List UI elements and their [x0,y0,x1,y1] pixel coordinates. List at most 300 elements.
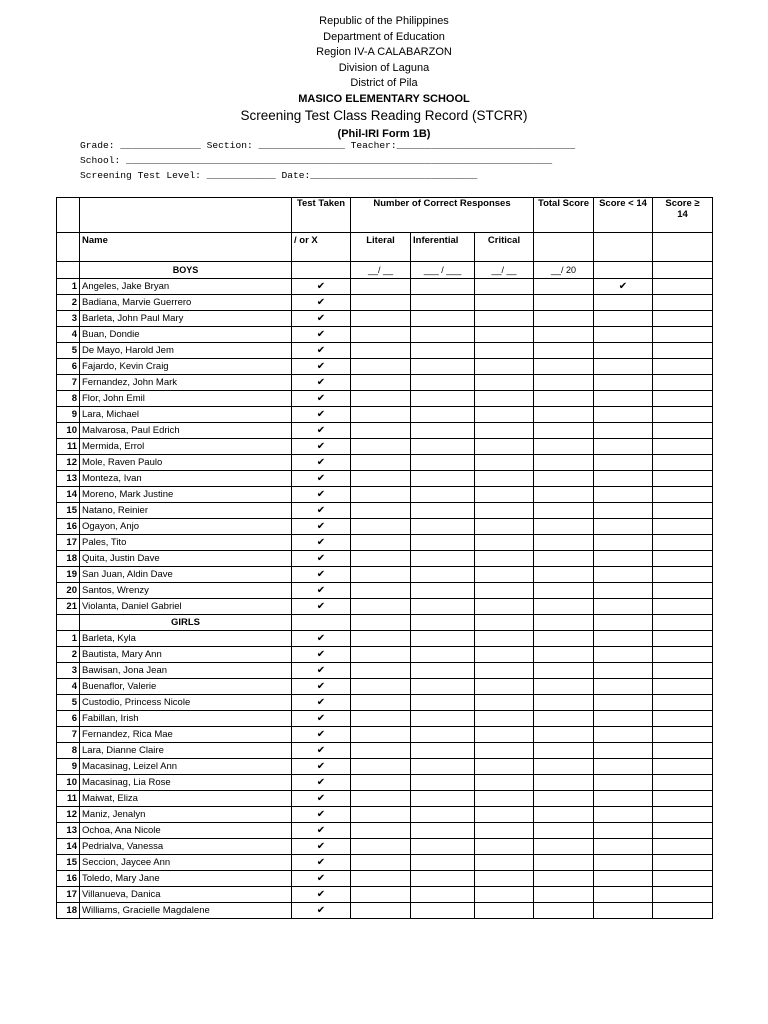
table-row [57,599,713,615]
reading-record-table [56,197,713,919]
row-number: 8 [57,391,80,407]
table-row [57,663,713,679]
girls-blank-cell [475,615,534,631]
total-score-cell [534,855,594,871]
inferential-cell [411,423,475,439]
inferential-cell [411,519,475,535]
table-row [57,327,713,343]
score-below-14-cell [594,807,653,823]
score-at-least-14-cell [653,727,713,743]
inferential-cell [411,903,475,919]
literal-cell [351,855,411,871]
inferential-cell [411,535,475,551]
table-row [57,375,713,391]
student-name: Macasinag, Leizel Ann [80,759,292,775]
table-header-row-1 [57,198,713,233]
table-row [57,487,713,503]
student-name: De Mayo, Harold Jem [80,343,292,359]
literal-cell [351,311,411,327]
test-taken-check: ✔ [292,439,351,455]
row-number: 7 [57,375,80,391]
test-taken-check: ✔ [292,599,351,615]
score-at-least-14-cell [653,839,713,855]
score-below-14-cell [594,855,653,871]
score-below-14-cell [594,503,653,519]
critical-cell [475,743,534,759]
header-score-at-least-14-a: Score [665,198,695,209]
test-taken-check: ✔ [292,455,351,471]
girls-label: GIRLS [80,615,292,631]
header-total-score-text: Total Score [537,198,590,209]
critical-cell [475,359,534,375]
literal-blank: __/ __ [351,262,411,279]
header2-blank-num [57,233,80,262]
total-score-cell [534,839,594,855]
row-number: 12 [57,807,80,823]
literal-cell [351,839,411,855]
literal-cell [351,359,411,375]
total-score-cell [534,743,594,759]
critical-cell [475,487,534,503]
inferential-cell [411,407,475,423]
critical-cell [475,791,534,807]
literal-cell [351,743,411,759]
inferential-cell [411,743,475,759]
score-below-14-cell [594,455,653,471]
student-name: Mole, Raven Paulo [80,455,292,471]
critical-cell [475,311,534,327]
test-taken-check: ✔ [292,855,351,871]
student-name: Angeles, Jake Bryan [80,279,292,295]
student-name: Badiana, Marvie Guerrero [80,295,292,311]
row-number: 12 [57,455,80,471]
total-score-cell [534,487,594,503]
critical-cell [475,855,534,871]
inferential-cell [411,359,475,375]
score-below-14-cell [594,711,653,727]
total-score-cell [534,567,594,583]
test-taken-check: ✔ [292,311,351,327]
inferential-cell [411,295,475,311]
student-name: Bawisan, Jona Jean [80,663,292,679]
row-number: 5 [57,343,80,359]
student-name: Pedrialva, Vanessa [80,839,292,855]
table-row [57,695,713,711]
score-below-14-cell: ✔ [594,279,653,295]
table-row [57,503,713,519]
boys-blank-ge [653,262,713,279]
total-score-cell [534,887,594,903]
table-row [57,407,713,423]
literal-cell [351,407,411,423]
literal-cell [351,535,411,551]
total-score-cell [534,311,594,327]
header-republic: Republic of the Philippines [319,15,449,27]
test-taken-check: ✔ [292,775,351,791]
score-at-least-14-cell [653,375,713,391]
inferential-blank: ___ / ___ [411,262,475,279]
test-taken-check: ✔ [292,679,351,695]
student-name: Custodio, Princess Nicole [80,695,292,711]
header-critical: Critical [475,233,534,262]
girls-blank-cell [292,615,351,631]
row-number: 6 [57,359,80,375]
total-score-cell [534,455,594,471]
score-below-14-cell [594,631,653,647]
table-row [57,823,713,839]
total-score-cell [534,599,594,615]
test-taken-check: ✔ [292,727,351,743]
inferential-cell [411,791,475,807]
row-number: 4 [57,679,80,695]
inferential-cell [411,855,475,871]
student-name: Natano, Reinier [80,503,292,519]
total-score-cell [534,775,594,791]
row-number: 20 [57,583,80,599]
test-taken-check: ✔ [292,295,351,311]
inferential-cell [411,439,475,455]
score-at-least-14-cell [653,439,713,455]
student-name: Ochoa, Ana Nicole [80,823,292,839]
literal-cell [351,423,411,439]
row-number: 8 [57,743,80,759]
row-number: 3 [57,663,80,679]
row-number: 6 [57,711,80,727]
test-taken-check: ✔ [292,359,351,375]
table-row [57,631,713,647]
row-number: 14 [57,839,80,855]
total-score-cell [534,679,594,695]
student-name: Mermida, Errol [80,439,292,455]
header-total-score [534,198,594,233]
score-below-14-cell [594,439,653,455]
row-number: 9 [57,407,80,423]
score-at-least-14-cell [653,583,713,599]
row-number: 17 [57,535,80,551]
score-below-14-cell [594,471,653,487]
inferential-cell [411,599,475,615]
header-division: Division of Laguna [338,61,430,74]
score-at-least-14-cell [653,391,713,407]
boys-blank-lt [594,262,653,279]
test-taken-check: ✔ [292,327,351,343]
total-score-cell [534,359,594,375]
row-number: 10 [57,775,80,791]
student-name: Buenaflor, Valerie [80,679,292,695]
score-below-14-cell [594,327,653,343]
literal-cell [351,471,411,487]
critical-cell [475,343,534,359]
table-row [57,279,713,295]
student-name: Fajardo, Kevin Craig [80,359,292,375]
row-number: 2 [57,295,80,311]
inferential-cell [411,807,475,823]
critical-cell [475,887,534,903]
grade-section-teacher-line: Grade: ______________ Section: _______________ Teacher:_______________________________ [80,140,576,151]
table-row [57,295,713,311]
header-test-taken: Test Taken [292,198,351,233]
literal-cell [351,343,411,359]
test-taken-check: ✔ [292,551,351,567]
boys-section-row [57,262,713,279]
score-at-least-14-cell [653,359,713,375]
critical-cell [475,583,534,599]
literal-cell [351,695,411,711]
school-line: School: __________________________________________________________________________ [80,155,553,166]
test-taken-check: ✔ [292,743,351,759]
row-number: 16 [57,519,80,535]
literal-cell [351,807,411,823]
score-at-least-14-cell [653,775,713,791]
score-below-14-cell [594,599,653,615]
table-row [57,583,713,599]
total-score-cell [534,727,594,743]
literal-cell [351,567,411,583]
score-below-14-cell [594,903,653,919]
total-score-cell [534,551,594,567]
header-score-at-least-14 [653,198,713,233]
test-taken-check: ✔ [292,503,351,519]
header-department: Department of Education [323,30,445,43]
test-taken-check: ✔ [292,903,351,919]
table-row [57,567,713,583]
table-row [57,903,713,919]
table-row [57,839,713,855]
inferential-cell [411,583,475,599]
document-header [0,14,768,142]
test-taken-check: ✔ [292,471,351,487]
table-row [57,679,713,695]
row-number: 13 [57,823,80,839]
test-taken-check: ✔ [292,871,351,887]
total-score-cell [534,759,594,775]
test-taken-check: ✔ [292,423,351,439]
critical-cell [475,775,534,791]
score-below-14-cell [594,295,653,311]
total-score-cell [534,503,594,519]
row-number: 3 [57,311,80,327]
literal-cell [351,583,411,599]
student-name: Barleta, Kyla [80,631,292,647]
inferential-cell [411,695,475,711]
header-blank-num [57,198,80,233]
total-score-cell [534,711,594,727]
inferential-cell [411,679,475,695]
total-score-cell [534,439,594,455]
row-number: 21 [57,599,80,615]
score-at-least-14-cell [653,535,713,551]
inferential-cell [411,551,475,567]
score-below-14-cell [594,663,653,679]
header-blank-name [80,198,292,233]
score-below-14-cell [594,791,653,807]
score-at-least-14-cell [653,679,713,695]
table-row [57,455,713,471]
total-score-cell [534,871,594,887]
score-below-14-cell [594,871,653,887]
critical-cell [475,327,534,343]
row-number: 11 [57,439,80,455]
inferential-cell [411,727,475,743]
score-below-14-cell [594,375,653,391]
student-name: Monteza, Ivan [80,471,292,487]
inferential-cell [411,775,475,791]
score-below-14-cell [594,679,653,695]
form-code: (Phil-IRI Form 1B) [337,127,431,140]
score-at-least-14-cell [653,519,713,535]
score-at-least-14-cell [653,631,713,647]
score-below-14-cell [594,839,653,855]
score-below-14-cell [594,775,653,791]
score-at-least-14-cell [653,343,713,359]
score-at-least-14-cell [653,903,713,919]
inferential-cell [411,711,475,727]
row-number: 14 [57,487,80,503]
header-score-at-least-14-c: 14 [677,209,688,220]
test-taken-check: ✔ [292,407,351,423]
literal-cell [351,487,411,503]
literal-cell [351,663,411,679]
row-number: 17 [57,887,80,903]
score-at-least-14-cell [653,327,713,343]
literal-cell [351,727,411,743]
score-below-14-cell [594,759,653,775]
score-below-14-cell [594,887,653,903]
total-score-cell [534,327,594,343]
total-score-cell [534,695,594,711]
literal-cell [351,711,411,727]
literal-cell [351,647,411,663]
critical-cell [475,471,534,487]
critical-cell [475,823,534,839]
literal-cell [351,679,411,695]
score-at-least-14-cell [653,599,713,615]
test-taken-check: ✔ [292,823,351,839]
total-score-cell [534,791,594,807]
inferential-cell [411,871,475,887]
student-name: San Juan, Aldin Dave [80,567,292,583]
inferential-cell [411,823,475,839]
total-score-cell [534,807,594,823]
header-literal: Literal [351,233,411,262]
test-taken-check: ✔ [292,839,351,855]
student-name: Fernandez, Rica Mae [80,727,292,743]
student-name: Pales, Tito [80,535,292,551]
test-taken-check: ✔ [292,375,351,391]
score-below-14-cell [594,343,653,359]
row-number: 2 [57,647,80,663]
table-row [57,727,713,743]
row-number: 5 [57,695,80,711]
literal-cell [351,455,411,471]
table-row [57,343,713,359]
critical-cell [475,663,534,679]
critical-cell [475,903,534,919]
row-number: 1 [57,631,80,647]
row-number: 4 [57,327,80,343]
student-name: Santos, Wrenzy [80,583,292,599]
score-at-least-14-cell [653,647,713,663]
row-number: 15 [57,855,80,871]
critical-cell [475,695,534,711]
test-taken-check: ✔ [292,631,351,647]
score-at-least-14-cell [653,871,713,887]
table-row [57,807,713,823]
literal-cell [351,823,411,839]
test-taken-check: ✔ [292,887,351,903]
table-row [57,519,713,535]
literal-cell [351,903,411,919]
student-name: Toledo, Mary Jane [80,871,292,887]
critical-cell [475,439,534,455]
row-number: 9 [57,759,80,775]
score-at-least-14-cell [653,503,713,519]
critical-cell [475,727,534,743]
test-taken-check: ✔ [292,535,351,551]
inferential-cell [411,631,475,647]
test-taken-check: ✔ [292,695,351,711]
critical-cell [475,599,534,615]
score-at-least-14-cell [653,423,713,439]
inferential-cell [411,839,475,855]
student-name: Seccion, Jaycee Ann [80,855,292,871]
total-score-cell [534,903,594,919]
girls-blank-cell [653,615,713,631]
inferential-cell [411,567,475,583]
score-below-14-cell [594,695,653,711]
table-row [57,439,713,455]
total-score-cell [534,519,594,535]
girls-blank-cell [411,615,475,631]
total-score-cell [534,647,594,663]
critical-cell [475,679,534,695]
student-name: Williams, Gracielle Magdalene [80,903,292,919]
test-taken-check: ✔ [292,391,351,407]
score-at-least-14-cell [653,695,713,711]
score-at-least-14-cell [653,279,713,295]
literal-cell [351,871,411,887]
header-district: District of Pila [350,77,418,90]
inferential-cell [411,503,475,519]
inferential-cell [411,471,475,487]
score-at-least-14-cell [653,487,713,503]
score-at-least-14-cell [653,567,713,583]
score-below-14-cell [594,487,653,503]
student-name: Barleta, John Paul Mary [80,311,292,327]
row-number: 18 [57,551,80,567]
score-below-14-cell [594,823,653,839]
score-at-least-14-cell [653,807,713,823]
score-below-14-cell [594,391,653,407]
header2-blank-lt [594,233,653,262]
table-row [57,871,713,887]
test-taken-check: ✔ [292,791,351,807]
student-name: Flor, John Emil [80,391,292,407]
score-at-least-14-cell [653,663,713,679]
score-at-least-14-cell [653,855,713,871]
table-row [57,359,713,375]
literal-cell [351,519,411,535]
critical-cell [475,407,534,423]
total-score-cell [534,295,594,311]
test-taken-check: ✔ [292,711,351,727]
score-below-14-cell [594,647,653,663]
inferential-cell [411,343,475,359]
total-score-cell [534,423,594,439]
total-score-cell [534,631,594,647]
total-score-cell [534,535,594,551]
score-at-least-14-cell [653,823,713,839]
